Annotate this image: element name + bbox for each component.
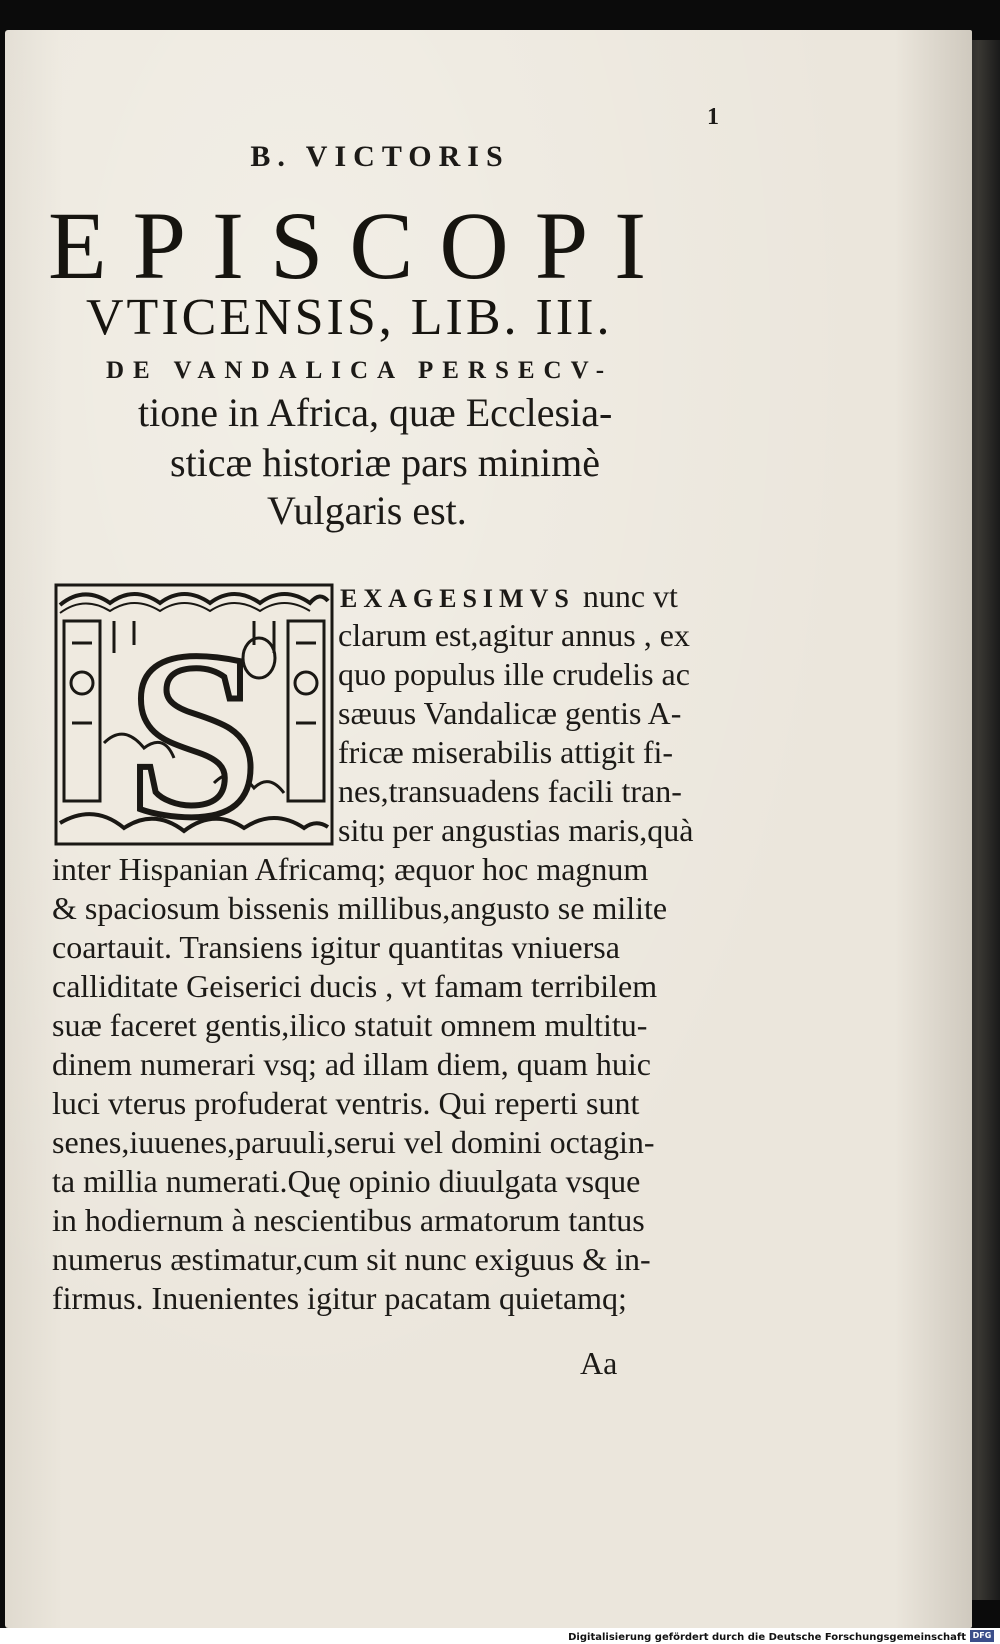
body-line: inter Hispanian Africamq; æquor hoc magnum (52, 851, 649, 887)
first-line-tail: nunc vt (582, 578, 678, 614)
dfg-logo-icon: DFG (970, 1630, 994, 1642)
body-line: senes,iuuenes,paruuli,serui vel domini octagin- (52, 1124, 655, 1160)
body-line: firmus. Inuenientes igitur pacatam quietamq; (52, 1280, 627, 1316)
first-line-caps: EXAGESIMVS (340, 584, 575, 613)
body-line: situ per angustias maris,quà (338, 812, 694, 848)
body-line: clarum est,agitur annus , ex (338, 617, 690, 653)
first-body-line (340, 578, 678, 617)
subtitle-caps: DE VANDALICA PERSECV- (106, 357, 614, 384)
decorated-initial (54, 583, 334, 846)
body-line: in hodiernum à nescientibus armatorum tantus (52, 1202, 645, 1238)
subtitle-line: sticæ historiæ pars minimè (170, 440, 600, 485)
title-large: EPISCOPI (48, 192, 673, 299)
body-line: ta millia numerati.Quę opinio diuulgata vsque (52, 1163, 641, 1199)
body-line: dinem numerari vsq; ad illam diem, quam huic (52, 1046, 651, 1082)
subtitle-line: tione in Africa, quæ Ecclesia- (138, 390, 613, 435)
body-line: & spaciosum bissenis millibus,angusto se milite (52, 890, 668, 926)
body-line: calliditate Geiserici ducis , vt famam terribilem (52, 968, 658, 1004)
body-line: luci vterus profuderat ventris. Qui reperti sunt (52, 1085, 640, 1121)
body-line: nes,transuadens facili tran- (338, 773, 682, 809)
footer-text: Digitalisierung gefördert durch die Deutsche Forschungsgemeinschaft (568, 1632, 966, 1643)
footer-strip (0, 1628, 1000, 1644)
subtitle-line: Vulgaris est. (267, 488, 467, 533)
body-line: numerus æstimatur,cum sit nunc exiguus & in- (52, 1241, 651, 1277)
initial-letter: S (127, 601, 261, 846)
title-medium: VTICENSIS, LIB. III. (86, 289, 613, 346)
running-head: B. VICTORIS (250, 140, 510, 173)
body-line: suæ faceret gentis,ilico statuit omnem multitu- (52, 1007, 648, 1043)
catchword: Aa (580, 1345, 618, 1381)
body-line: coartauit. Transiens igitur quantitas vniuersa (52, 929, 620, 965)
body-line: quo populus ille crudelis ac (338, 656, 690, 692)
body-line: sæuus Vandalicæ gentis A- (338, 695, 682, 731)
body-line: fricæ miserabilis attigit fi- (338, 734, 674, 770)
folio-number: 1 (707, 104, 719, 130)
